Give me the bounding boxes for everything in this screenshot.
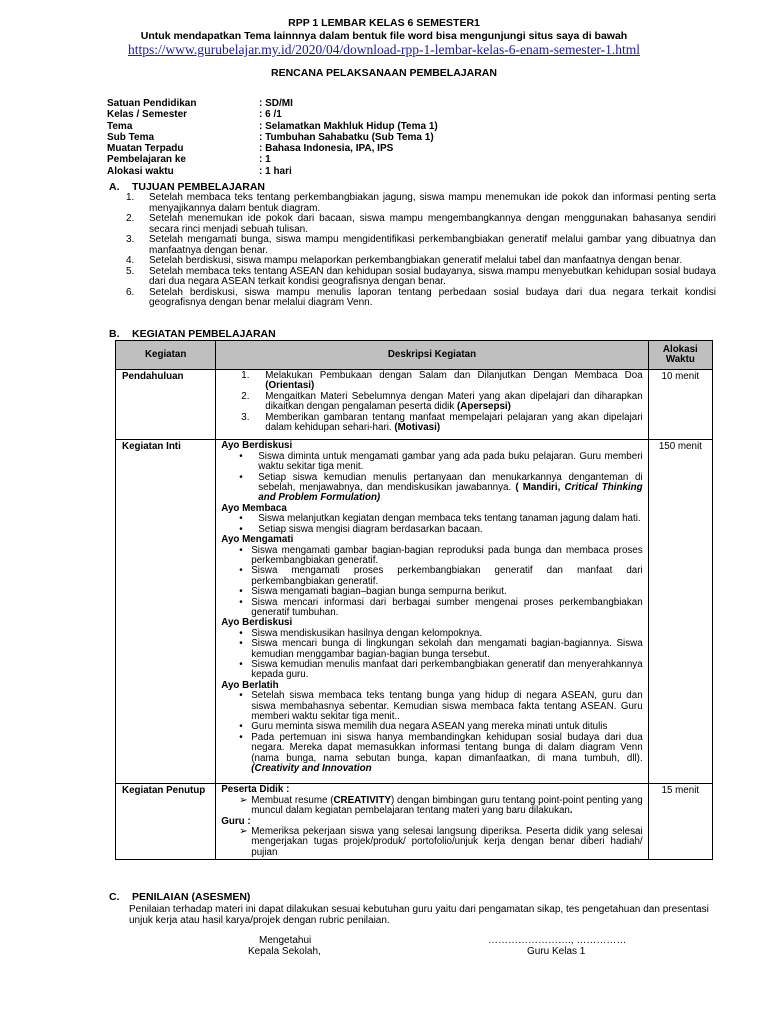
item-text: Setiap siswa kemudian menulis pertanyaan dan menukarkannya denganteman di sebelah, menjawabnya, dan mendiskusikan jawabannya. ( Mandiri, Critical Thinking and Problem Formulation) <box>258 471 643 504</box>
assessment-text: Penilaian terhadap materi ini dapat dilakukan sesuai kebutuhan guru yaitu dari pengamatan sikap, tes pengetahuan dan presentasi unjuk kerja atau hasil karya/projek dengan rubric penilaian. <box>129 904 709 926</box>
row-time-inti: 150 menit <box>648 440 712 784</box>
bullet-icon: • <box>239 513 243 525</box>
section-c-heading <box>109 891 250 903</box>
item-text: Setelah berdiskusi, siswa mampu melaporkan perkembangbiakan generatif melalui tabel dan manfaatnya dengan benar. <box>149 255 683 266</box>
list-item <box>221 371 642 392</box>
bullet-icon: • <box>239 544 243 556</box>
subheading-ayo-berdiskusi-2: Ayo Berdiskusi <box>221 617 293 629</box>
identity-label: Sub Tema <box>107 131 155 143</box>
list-item <box>221 413 642 434</box>
bullet-icon: • <box>239 596 243 608</box>
item-text: Siswa melanjutkan kegiatan dengan membaca teks tentang tanaman jagung dalam hati. <box>258 513 641 525</box>
row-desc-inti <box>216 440 648 784</box>
identity-value: : Bahasa Indonesia, IPA, IPS <box>259 143 394 155</box>
activities-table <box>115 340 713 860</box>
section-letter: B. <box>109 328 120 340</box>
signature-right-role: Guru Kelas 1 <box>527 946 586 957</box>
item-text: Mengaitkan Materi Sebelumnya dengan Materi yang akan dipelajari dan diharapkan dikaitkan dengan pengalaman peserta didik (Apersepsi) <box>265 390 643 413</box>
table-row <box>116 784 713 860</box>
row-label-inti: Kegiatan Inti <box>116 440 216 784</box>
identity-value: : 1 <box>259 154 271 166</box>
col-header-deskripsi: Deskripsi Kegiatan <box>216 341 648 370</box>
item-number: 1. <box>126 192 135 203</box>
objectives-list <box>126 193 716 309</box>
list-item <box>126 214 716 235</box>
item-text: Guru meminta siswa memilih dua negara ASEAN yang mereka minati untuk ditulis <box>251 721 608 733</box>
list-item <box>221 473 642 504</box>
item-text: Setelah membaca teks tentang perkembangbiakan jagung, siswa mampu menemukan ide pokok dan informasi penting serta menyajikannya dalam bentuk diagram. <box>149 192 716 214</box>
item-text: Siswa mencari bunga di lingkungan sekolah dan mengamati bagian-bagiannya. Siswa kemudian menggambar bagian-bagian bunga tersebut. <box>251 638 643 660</box>
subheading-ayo-membaca: Ayo Membaca <box>221 502 287 514</box>
list-item <box>126 193 716 214</box>
list-item <box>221 598 642 619</box>
arrow-bullet-icon: ➢ <box>239 794 248 806</box>
subheading-guru: Guru : <box>221 815 251 827</box>
table-header-row <box>116 341 713 370</box>
identity-label: Pembelajaran ke <box>107 154 186 166</box>
item-number: 2. <box>241 390 250 402</box>
list-item <box>126 235 716 256</box>
item-text: Siswa mendiskusikan hasilnya dengan kelompoknya. <box>251 627 483 639</box>
identity-row <box>107 132 438 143</box>
item-text: Memberikan gambaran tentang manfaat mempelajari pelajaran yang akan dipelajari dalam kehidupan sehari-hari. (Motivasi) <box>265 411 643 434</box>
bullet-icon: • <box>239 627 243 639</box>
item-text: Pada pertemuan ini siswa hanya membandingkan kehidupan sosial budaya dari dua negara. Mereka dapat memasukkan informasi tentang bunga di dalam diagram Venn (nama bunga, nama sebutan bunga, kapan dimanfaatkan, di mana tumbuh, dll). (Creativity and Innovation <box>251 731 643 775</box>
row-time-penutup: 15 menit <box>648 784 712 860</box>
item-text: Memeriksa pekerjaan siswa yang selesai langsung diperiksa. Peserta didik yang selesai mengerjakan tugas projek/produk/ portofolio/unjuk kerja dengan benar diberi hadiah/ pujian <box>251 826 643 858</box>
identity-value: : SD/MI <box>259 98 293 109</box>
list-item <box>221 392 642 413</box>
list-item <box>221 639 642 660</box>
item-text: Setelah mengamati bunga, siswa mampu mengidentifikasi perkembangbiakan generatif melalui gambar yang dibuatnya dan manfaatnya dengan benar. <box>149 234 716 256</box>
bullet-icon: • <box>239 450 243 462</box>
identity-row <box>107 154 438 165</box>
source-link[interactable]: https://www.gurubelajar.my.id/2020/04/download-rpp-1-lembar-kelas-6-enam-semester-1.html <box>127 42 641 57</box>
identity-value: : Selamatkan Makhluk Hidup (Tema 1) <box>259 120 438 132</box>
row-desc-penutup <box>216 784 648 860</box>
item-text: Setelah siswa membaca teks tentang bunga yang hidup di negara ASEAN, guru dan siswa membahasnya sebentar. Kemudian siswa membaca fakta tentang ASEAN. Guru memberi waktu sekitar tiga menit.. <box>251 690 643 722</box>
item-text: Melakukan Pembukaan dengan Salam dan Dilanjutkan Dengan Membaca Doa (Orientasi) <box>265 370 643 392</box>
bullet-icon: • <box>239 690 243 702</box>
identity-table <box>107 98 438 177</box>
section-letter: A. <box>109 181 120 193</box>
row-time-pendahuluan: 10 menit <box>648 370 712 440</box>
subheading-ayo-berlatih: Ayo Berlatih <box>221 679 279 691</box>
item-text: Siswa mengamati gambar bagian-bagian reproduksi pada bunga dan membaca proses perkembangbiakan generatif. <box>251 544 643 566</box>
bullet-icon: • <box>239 721 243 733</box>
identity-label: Kelas / Semester <box>107 109 188 121</box>
item-number: 6. <box>126 286 135 298</box>
subheading-peserta-didik: Peserta Didik : <box>221 784 290 796</box>
item-text: Siswa mengamati proses perkembangbiakan generatif dan manfaat dari perkembangbiakan generatif. <box>251 565 643 587</box>
bullet-icon: • <box>239 638 243 650</box>
item-text: Siswa kemudian menulis manfaat dari perkembangbiakan generatif dan menyerahkannya kepada guru. <box>251 658 643 681</box>
item-number: 2. <box>126 213 135 224</box>
signature-right-date: ……………………., …………… <box>488 935 627 946</box>
item-text: Setelah membaca teks tentang ASEAN dan kehidupan sosial budayanya, siswa mampu menyebutkan kehidupan sosial budaya dari dua negara ASEAN terkait kondisi geografisnya dengan benar. <box>149 265 716 287</box>
item-number: 4. <box>126 255 135 266</box>
identity-label: Alokasi waktu <box>107 165 174 177</box>
bullet-icon: • <box>239 565 243 577</box>
identity-row <box>107 166 438 177</box>
list-item <box>126 288 716 309</box>
list-item <box>221 587 642 597</box>
row-label-pendahuluan: Pendahuluan <box>116 370 216 440</box>
list-item <box>221 796 642 817</box>
signature-left-role: Kepala Sekolah, <box>248 946 321 957</box>
subheading-ayo-mengamati: Ayo Mengamati <box>221 534 294 546</box>
list-item <box>221 660 642 681</box>
identity-row <box>107 121 438 132</box>
list-item <box>221 827 642 858</box>
item-text: Siswa diminta untuk mengamati gambar yang ada pada buku pelajaran. Guru memberi waktu sekitar tiga menit. <box>258 450 643 473</box>
list-item <box>221 546 642 567</box>
section-b-heading <box>109 328 276 340</box>
row-label-penutup: Kegiatan Penutup <box>116 784 216 860</box>
item-text: Siswa mencari informasi dari berbagai sumber mengenai proses perkembangbiakan generatif tumbuhan. <box>251 596 643 618</box>
row-desc-pendahuluan <box>216 370 648 440</box>
bullet-icon: • <box>239 658 243 670</box>
list-item <box>126 256 716 267</box>
page-title: RENCANA PELAKSANAAN PEMBELAJARAN <box>271 67 497 79</box>
doc-header-title: RPP 1 LEMBAR KELAS 6 SEMESTER1 <box>288 17 480 29</box>
item-number: 3. <box>241 411 250 423</box>
list-item <box>221 733 642 775</box>
list-item <box>221 566 642 587</box>
identity-row <box>107 143 438 154</box>
section-title: PENILAIAN (ASESMEN) <box>132 891 251 903</box>
bullet-icon: • <box>239 523 243 535</box>
item-text: Setiap siswa mengisi diagram berdasarkan bacaan. <box>258 523 483 535</box>
item-number: 3. <box>126 234 135 245</box>
list-item <box>221 691 642 722</box>
identity-value: : Tumbuhan Sahabatku (Sub Tema 1) <box>259 131 434 143</box>
bullet-icon: • <box>239 731 243 743</box>
item-text: Setelah menemukan ide pokok dari bacaan, siswa mampu mengembangkannya dengan menggunakan bahasanya sendiri secara rinci menjadi sebuah tulisan. <box>149 213 716 235</box>
col-header-kegiatan: Kegiatan <box>116 341 216 370</box>
item-text: Setelah berdiskusi, siswa mampu menulis laporan tentang perbedaan sosial budaya dari dua negara terkait kondisi geografisnya dengan benar melalui diagram Venn. <box>149 286 716 308</box>
list-item <box>221 452 642 473</box>
subheading-ayo-berdiskusi: Ayo Berdiskusi <box>221 440 293 452</box>
identity-label: Tema <box>107 120 133 132</box>
section-letter: C. <box>109 891 120 903</box>
list-item <box>126 267 716 288</box>
signature-left-label: Mengetahui <box>259 935 312 946</box>
bullet-icon: • <box>239 471 243 483</box>
item-number: 1. <box>241 370 250 381</box>
item-number: 5. <box>126 265 135 277</box>
identity-label: Muatan Terpadu <box>107 143 184 155</box>
col-header-alokasi: Alokasi Waktu <box>648 341 712 370</box>
identity-row <box>107 109 438 120</box>
item-text: Siswa mengamati bagian–bagian bunga sempurna berikut. <box>251 586 507 598</box>
item-text: Membuat resume (CREATIVITY) dengan bimbingan guru tentang point-point penting yang muncul dalam kegiatan pembelajaran tentang materi yang baru dilakukan. <box>251 794 643 817</box>
arrow-bullet-icon: ➢ <box>239 826 248 838</box>
identity-value: : 1 hari <box>259 165 292 177</box>
bullet-icon: • <box>239 586 243 598</box>
table-row <box>116 370 713 440</box>
doc-header-subtitle: Untuk mendapatkan Tema lainnnya dalam bentuk file word bisa mengunjungi situs saya di bawah <box>140 30 628 42</box>
table-row <box>116 440 713 784</box>
identity-value: : 6 /1 <box>259 109 282 121</box>
identity-row <box>107 98 438 109</box>
section-title: KEGIATAN PEMBELAJARAN <box>132 328 276 340</box>
section-title: TUJUAN PEMBELAJARAN <box>132 181 266 193</box>
identity-label: Satuan Pendidikan <box>107 98 197 109</box>
